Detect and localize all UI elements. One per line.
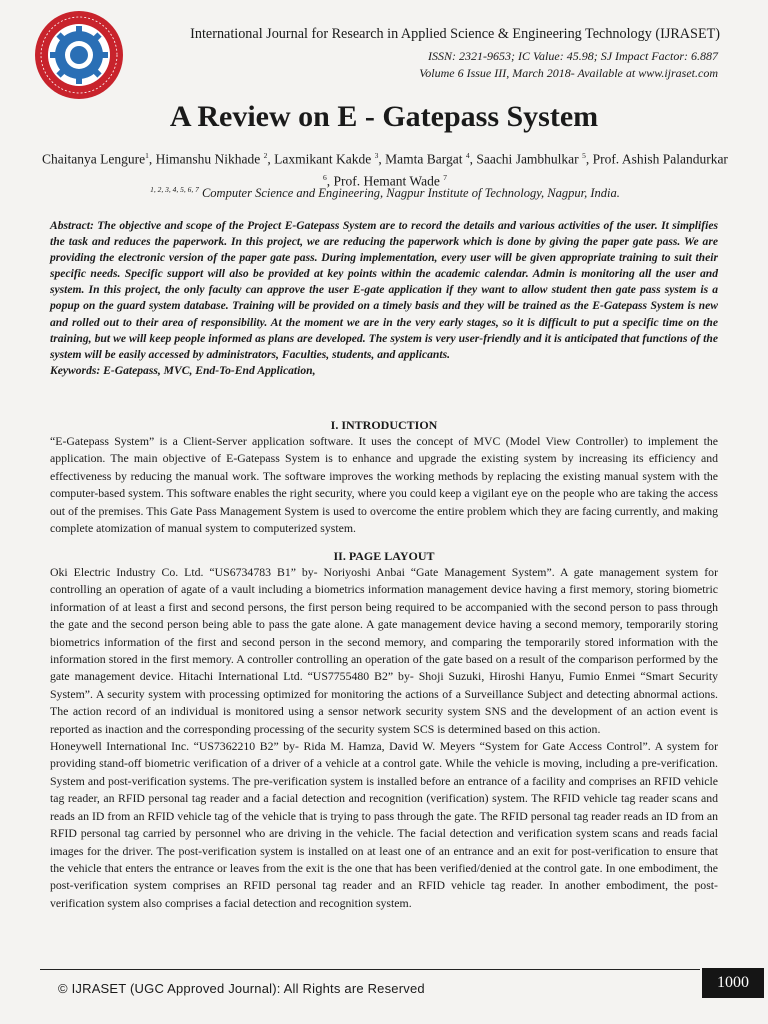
journal-seal-icon: [34, 10, 124, 100]
author-sup: 6: [323, 172, 327, 182]
author-sup: 7: [443, 172, 447, 182]
keywords: Keywords: E-Gatepass, MVC, End-To-End Application,: [50, 363, 316, 377]
author-sup: 4: [465, 151, 470, 160]
author-name: Prof. Ashish Palandurkar: [592, 151, 728, 167]
paper-title: A Review on E - Gatepass System: [169, 100, 599, 133]
section-heading: II. PAGE LAYOUT: [333, 549, 435, 563]
author-name: Laxmikant Kakde: [274, 151, 372, 167]
journal-issue: Volume 6 Issue III, March 2018- Available at www.ijraset.com: [419, 66, 718, 80]
footer-copyright: © IJRASET (UGC Approved Journal): All Rights are Reserved: [58, 981, 425, 996]
affiliation: [40, 185, 730, 201]
section-page-layout: [50, 548, 718, 912]
journal-meta: [150, 48, 718, 82]
section-paragraph: Honeywell International Inc. “US7362210 B2” by- Rida M. Hamza, David W. Meyers “System for Gate Access Control”. A system for providing stand-off biometric verification of a driver of a vehicle at a control gate. While the vehicle is moving, including a pre-verification. System and post-verification systems. The pre-verification system is installed before an entrance of a facility and comprises an RFID vehicle tag reader, an RFID personal tag reader and a facial detection and recognition (verification) system. The RFID vehicle tag reader scans and reads an ID from an RFID vehicle tag of the vehicle that is trying to pass through the gate. The RFID personal tag reader reads an ID from an RFID personal tag carried by personnel who are driving in the vehicle. The facial detection and verification system scans and reads facial images for the driver. The post-verification system is installed on at least one of an entrance and an exit for post-verification to ensure that the vehicle that enters the entrance or leaves from the exit is the one that has been verified/denied at the control gate. In one embodiment, the post-verification system comprises an RFID personal tag reader and an RFID vehicle tag reader. In another embodiment, the post-verification system also comprises a facial detection and recognition system.: [50, 739, 718, 910]
affiliation-sup: 1, 2, 3, 4, 5, 6, 7: [150, 185, 199, 194]
author-sup: 3: [374, 151, 379, 160]
section-introduction: [50, 417, 718, 537]
section-paragraph: “E-Gatepass System” is a Client-Server application software. It uses the concept of MVC (Model View Controller) to implement the application. The main objective of E-Gatepass System is to enhance and upgrade the existing system by increasing its efficiency and effectiveness by reducing the manual work. The software improves the working methods by replacing the existing manual system with the computer-based system. This software enables the right security, where you could keep a vigilant eye on the people who are taking the access out of the premises. This Gate Pass Management System is used to overcome the entire problem which they are facing currently, and making complete atomization of manual system to computerized system.: [50, 434, 718, 536]
abstract-label: Abstract: [50, 219, 90, 232]
abstract: [50, 218, 718, 379]
journal-name: International Journal for Research in Applied Science & Engineering Technology (IJRASET): [190, 26, 720, 42]
author-name: Mamta Bargat: [385, 151, 463, 167]
journal-issn: ISSN: 2321-9653; IC Value: 45.98; SJ Impact Factor: 6.887: [428, 49, 718, 63]
abstract-text: : The objective and scope of the Project E-Gatepass System are to record the details and various activities of the user. It simplifies the task and reduces the paperwork. In this project, we are reducing the paperwork which is done by giving the paper gate pass. We are providing the electronic version of the paper gate pass. During implementation, every user will be given appropriate training to suit their specific needs. Specific support will also be provided at key points within the academic calendar. Admin is monitoring all the user and system. In this project, the only faculty can approve the user E-gate application if they want to allow student then gate pass system is a popup on the guard system database. Training will be provided on a timely basis and they will be trained as the E-Gatepass System is new and rolled out to their area of responsibility. At the moment we are in the very early stages, so it is difficult to put a specific time on the training, but we will keep people informed as plans are developed. The system is very user-friendly and it is anticipated that functions of the system will be easily accessed by administrators, Faculties, students, and applicants.: [50, 219, 718, 361]
section-heading: I. INTRODUCTION: [330, 418, 438, 432]
page-number: 1000: [702, 968, 764, 998]
author-sup: 1: [145, 151, 149, 160]
affiliation-text: Computer Science and Engineering, Nagpur Institute of Technology, Nagpur, India.: [201, 186, 620, 201]
author-sup: 2: [263, 151, 268, 160]
author-name: Chaitanya Lengure: [42, 151, 146, 167]
author-name: Himanshu Nikhade: [155, 151, 261, 167]
footer-divider: [40, 969, 700, 970]
section-paragraph: Oki Electric Industry Co. Ltd. “US6734783 B1” by- Noriyoshi Anbai “Gate Management System”. A gate management system for controlling an operation of agate of a vault including a biometrics information management device having a first memory, storing biometric information of at least a first and second persons, the first person being required to be accompanied with the second person to pass through the gate and the second person being able to pass the gate alone. A gate management device having a second memory, temporarily storing biometrics information of the first and second person in the second memory, and comparing the temporarily stored information with the information stored in the first memory. A controller controlling an operation of the gate based on a result of the comparison performed by the gate management device. Hitachi International Ltd. “US7755480 B2” by- Shoji Suzuki, Hiroshi Hanyu, Fumio Enmei “Smart Security System”. A security system with processing optimized for monitoring the actions of a Surveillance Subject and detecting abnormal actions. The action record of an individual is monitored using a sensor network security system SNS and the development of an action event is reported as inaction and the corresponding processing of the security system SCS is determined based on this action.: [50, 565, 718, 736]
author-list: Chaitanya Lengure$^1$, Himanshu Nikhade $^2$, Laxmikant Kakde $^3$, Mamta Bargat $^4$, Saachi Jambhulkar $^5$, Prof. Ashish Palandurkar $^6$, Prof. Hemant Wade $^7$: [42, 151, 728, 188]
author-name: Prof. Hemant Wade: [333, 173, 440, 188]
author-sup: 5: [582, 151, 586, 160]
author-name: Saachi Jambhulkar: [476, 151, 579, 167]
